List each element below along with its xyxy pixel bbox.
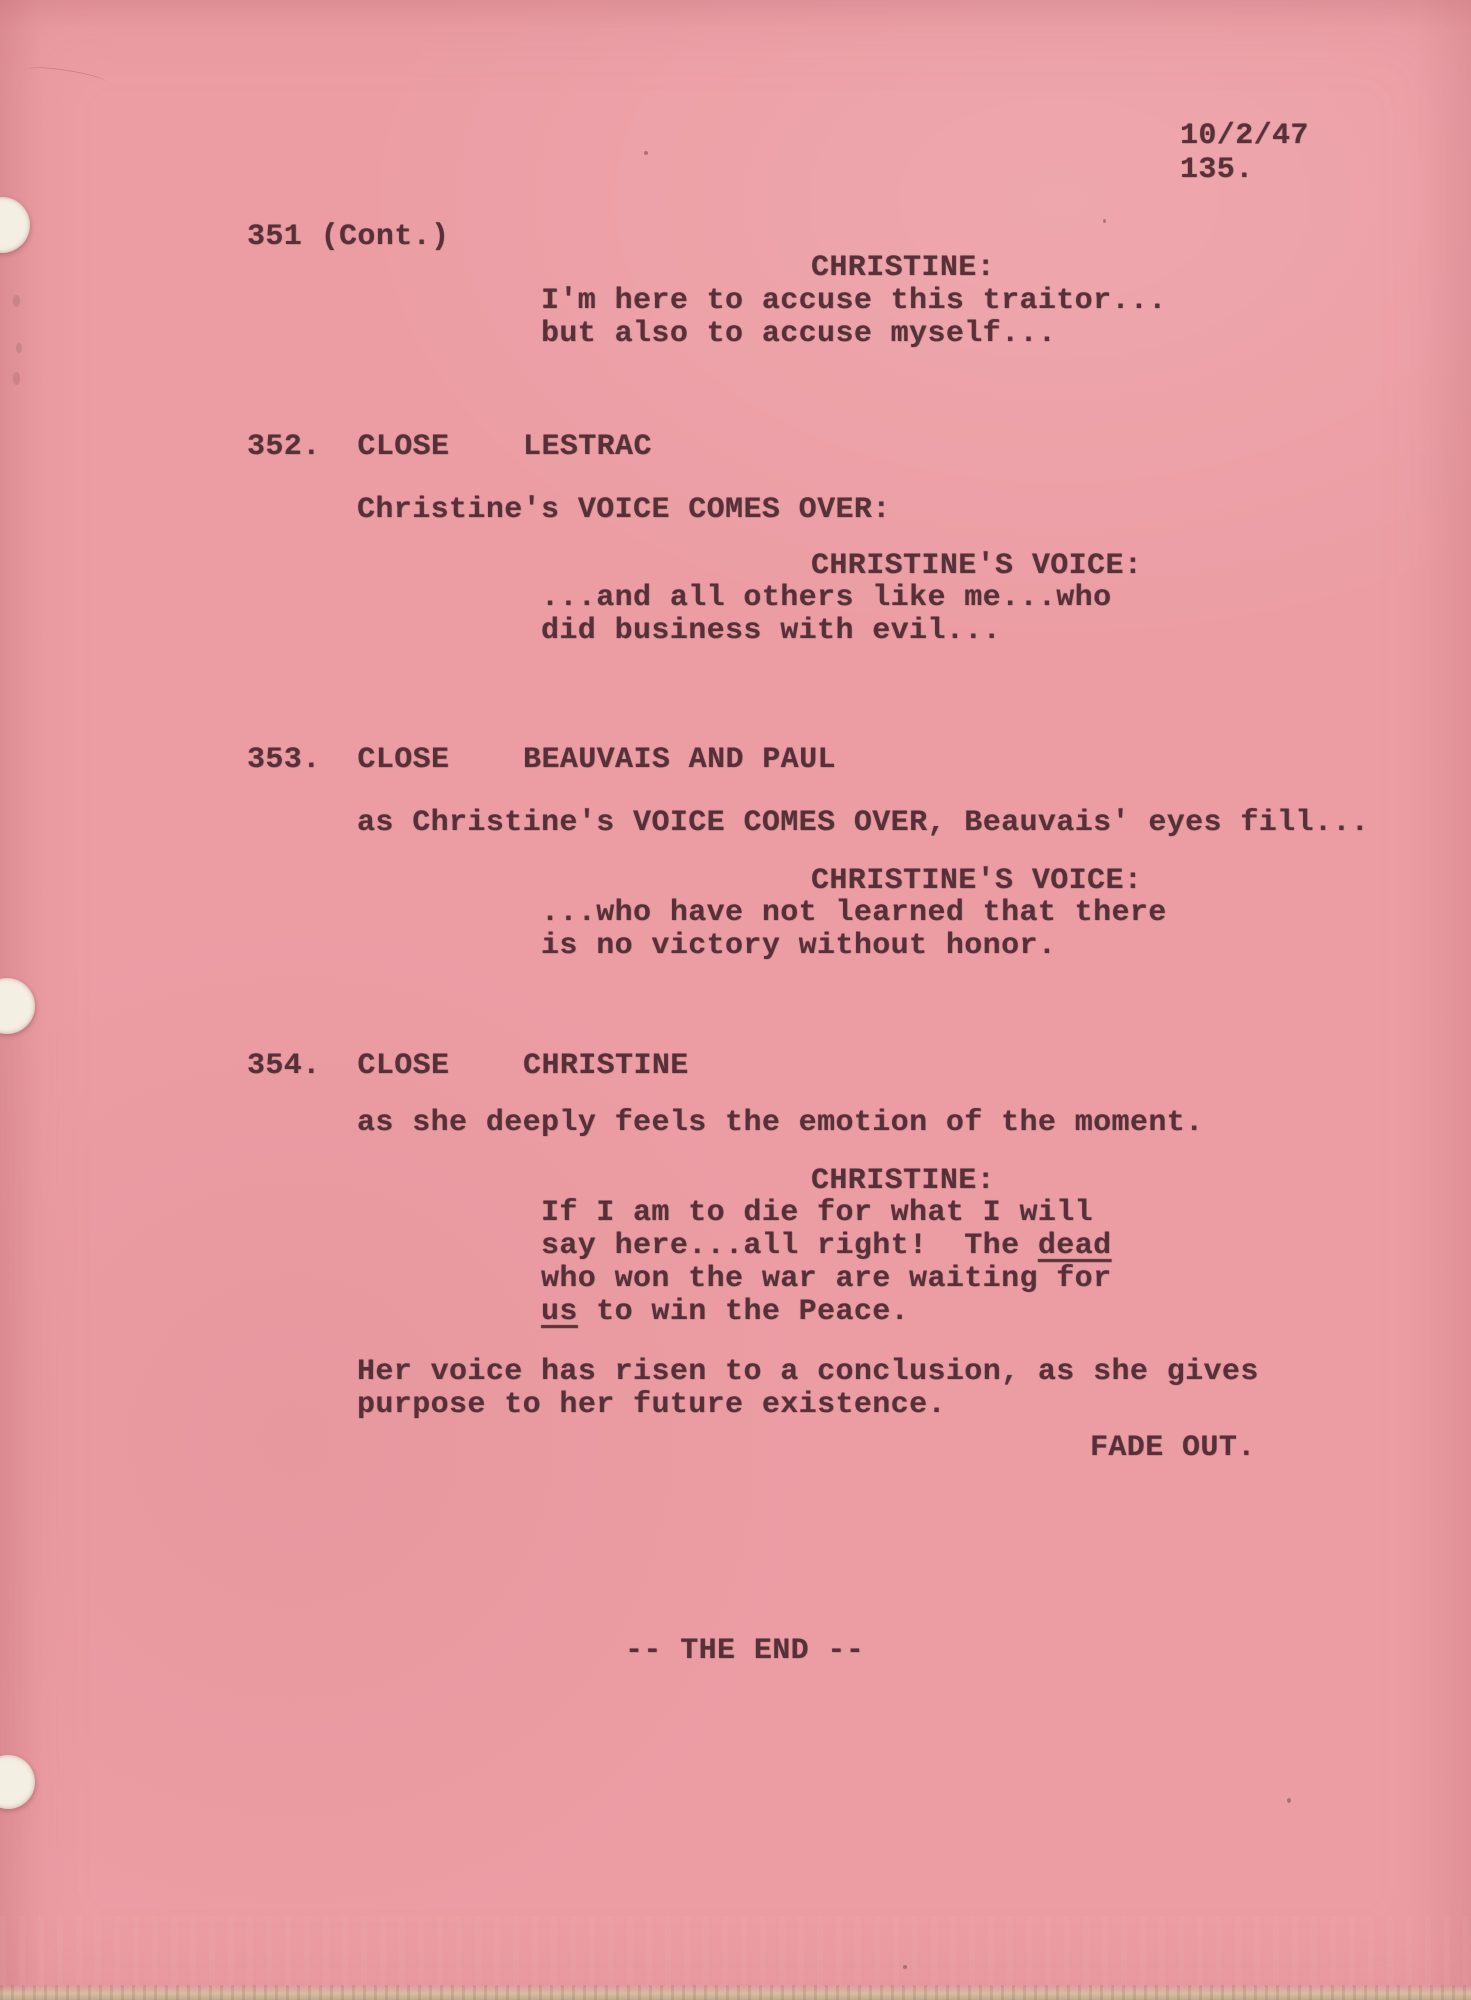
action-line: Her voice has risen to a conclusion, as she gives xyxy=(357,1355,1259,1389)
underlined-word: dead xyxy=(1037,1229,1112,1263)
character-cue: CHRISTINE'S VOICE: xyxy=(811,864,1143,898)
paper-speck xyxy=(1287,1798,1291,1803)
scene-heading: 354. CLOSE CHRISTINE xyxy=(247,1049,689,1083)
dialogue-line: ...who have not learned that there xyxy=(541,896,1167,930)
dialogue-line: did business with evil... xyxy=(541,614,1002,648)
scene-continued-label: 351 (Cont.) xyxy=(247,220,450,254)
paper-speck xyxy=(644,151,648,155)
hole-punch xyxy=(0,1755,35,1809)
action-line: purpose to her future existence. xyxy=(357,1388,946,1422)
paper-smudge xyxy=(13,372,20,385)
dialogue-line: ...and all others like me...who xyxy=(541,581,1112,615)
underlined-word: us xyxy=(541,1295,578,1329)
dialogue-line: but also to accuse myself... xyxy=(541,317,1057,351)
dialogue-line xyxy=(541,1230,1112,1263)
dialogue-line: I'm here to accuse this traitor... xyxy=(541,284,1167,318)
paper-speck xyxy=(1103,219,1106,223)
dialogue-text: say here...all right! The xyxy=(541,1229,1038,1263)
character-cue: CHRISTINE'S VOICE: xyxy=(811,549,1143,583)
dialogue-line: If I am to die for what I will xyxy=(541,1196,1094,1230)
transition-fade-out: FADE OUT. xyxy=(1090,1431,1256,1465)
paper-smudge xyxy=(13,295,20,307)
scene-heading: 352. CLOSE LESTRAC xyxy=(247,430,652,464)
dialogue-line xyxy=(541,1296,909,1329)
page-number: 135. xyxy=(1180,153,1254,187)
end-marker: -- THE END -- xyxy=(625,1634,865,1668)
dialogue-text: to win the Peace. xyxy=(577,1295,910,1329)
paper-scratch xyxy=(28,64,107,87)
bottom-paper-edge xyxy=(0,1985,1471,2000)
character-cue: CHRISTINE: xyxy=(811,1164,996,1198)
dialogue-line: is no victory without honor. xyxy=(541,929,1057,963)
scene-heading: 353. CLOSE BEAUVAIS AND PAUL xyxy=(247,743,836,777)
hole-punch xyxy=(0,197,30,253)
paper-streaks xyxy=(0,1916,1471,1986)
header-date: 10/2/47 xyxy=(1180,119,1309,153)
action-line: as she deeply feels the emotion of the moment. xyxy=(357,1106,1204,1140)
character-cue: CHRISTINE: xyxy=(811,251,996,285)
hole-punch xyxy=(0,978,35,1034)
dialogue-line: who won the war are waiting for xyxy=(541,1262,1112,1296)
paper-smudge xyxy=(16,343,22,353)
action-line: as Christine's VOICE COMES OVER, Beauvais' eyes fill... xyxy=(357,806,1370,840)
action-line: Christine's VOICE COMES OVER: xyxy=(357,493,891,527)
